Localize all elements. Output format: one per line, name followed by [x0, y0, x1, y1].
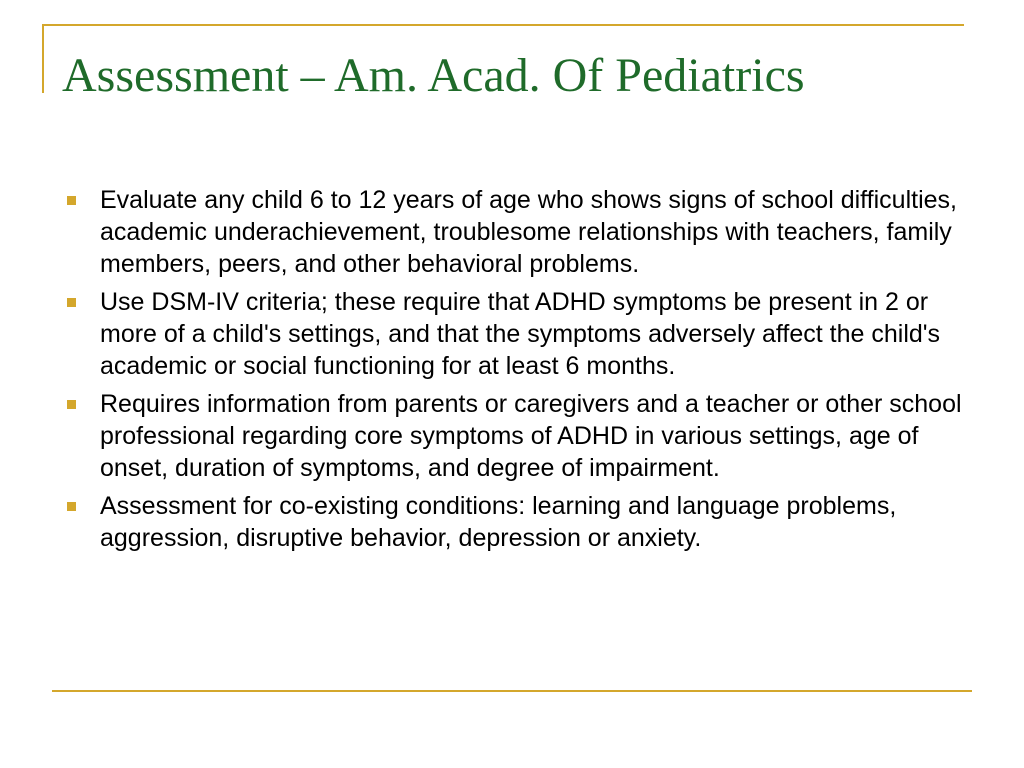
bullet-item	[64, 490, 964, 554]
slide-title: Assessment – Am. Acad. Of Pediatrics	[62, 49, 805, 102]
square-bullet-icon	[67, 196, 76, 205]
left-border-line	[42, 24, 44, 93]
bullet-text: Evaluate any child 6 to 12 years of age who shows signs of school difficulties, academic underachievement, troublesome relationships with teachers, family members, peers, and other behavioral problems.	[100, 186, 957, 278]
bottom-border-line	[52, 690, 972, 692]
square-bullet-icon	[67, 502, 76, 511]
square-bullet-icon	[67, 298, 76, 307]
bullet-text: Assessment for co-existing conditions: learning and language problems, aggression, disruptive behavior, depression or anxiety.	[100, 492, 897, 552]
bullet-item	[64, 388, 964, 484]
bullet-text: Requires information from parents or caregivers and a teacher or other school professional regarding core symptoms of ADHD in various settings, age of onset, duration of symptoms, and degree of impairment.	[100, 390, 962, 482]
bullet-item	[64, 184, 964, 280]
top-border-line	[42, 24, 964, 26]
square-bullet-icon	[67, 400, 76, 409]
bullet-text: Use DSM-IV criteria; these require that ADHD symptoms be present in 2 or more of a child's settings, and that the symptoms adversely affect the child's academic or social functioning for at least 6 months.	[100, 288, 941, 380]
bullet-item	[64, 286, 964, 382]
bullet-list	[64, 184, 964, 560]
